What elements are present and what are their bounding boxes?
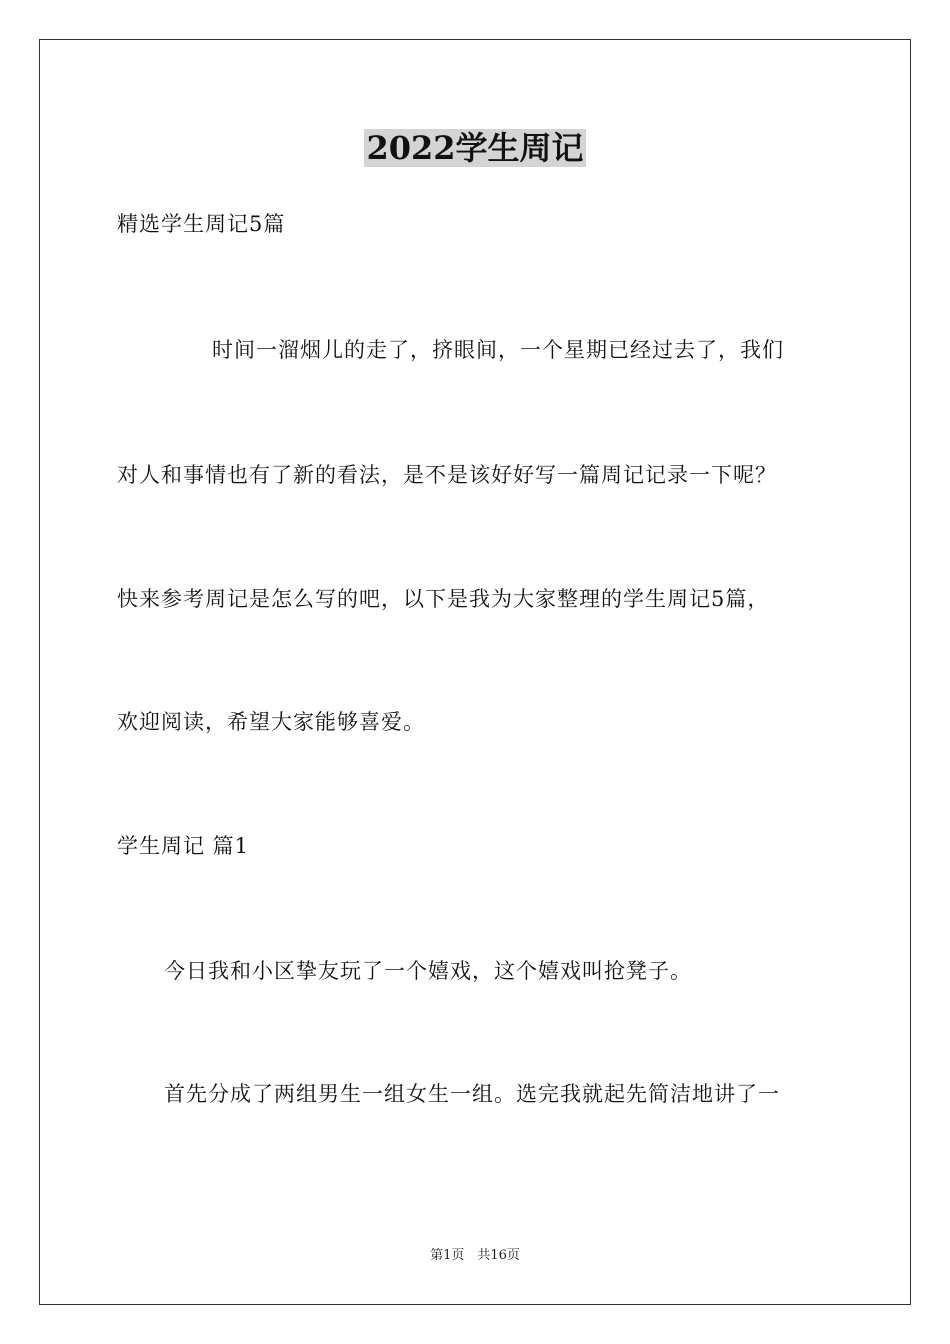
document-subtitle: 精选学生周记5篇	[117, 212, 286, 236]
document-title	[0, 126, 950, 170]
intro-line-4: 欢迎阅读，希望大家能够喜爱。	[117, 710, 425, 734]
body-line-2: 首先分成了两组男生一组女生一组。选完我就起先简洁地讲了一	[164, 1082, 780, 1106]
page-number-footer: 第1页 共16页	[430, 1248, 520, 1263]
document-title-text: 2022学生周记	[366, 129, 584, 167]
intro-line-3: 快来参考周记是怎么写的吧，以下是我为大家整理的学生周记5篇，	[117, 587, 770, 611]
body-line-1: 今日我和小区挚友玩了一个嬉戏，这个嬉戏叫抢凳子。	[164, 959, 692, 983]
intro-line-2: 对人和事情也有了新的看法，是不是该好好写一篇周记记录一下呢？	[117, 463, 777, 487]
section-heading: 学生周记 篇1	[117, 834, 250, 858]
intro-line-1: 时间一溜烟儿的走了，挤眼间，一个星期已经过去了，我们	[212, 338, 784, 362]
